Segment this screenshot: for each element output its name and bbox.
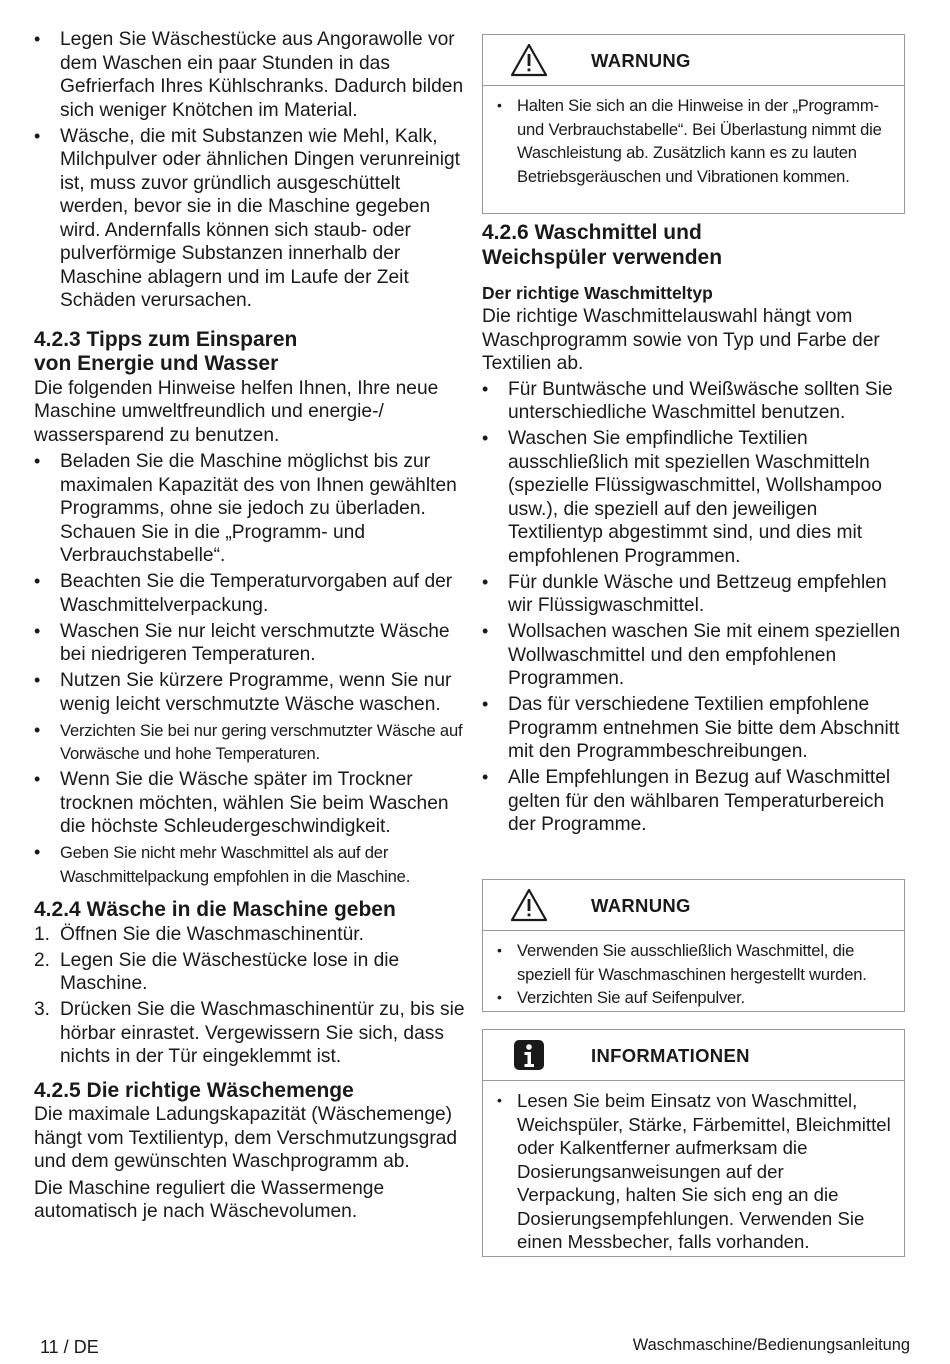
list-item: • Verzichten Sie bei nur gering verschmutzter Wäsche auf Vorwäsche und hohe Temperaturen. [34,719,466,766]
detergent-intro: Die richtige Waschmittelauswahl hängt vom Waschprogramm sowie von Typ und Farbe der Textilien ab. [482,306,880,374]
info-icon [509,1037,549,1073]
warning-bullet-list [497,94,892,188]
list-item: • Für Buntwäsche und Weißwäsche sollten Sie unterschiedliche Waschmittel benutzen. [482,378,910,425]
section-4-2-3-heading: 4.2.3 Tipps zum Einsparen von Energie und Wasser [34,327,298,375]
list-item: • Beachten Sie die Temperaturvorgaben auf der Waschmittelverpackung. [34,570,466,617]
warning-title: WARNUNG [591,50,691,71]
list-item: • Beladen Sie die Maschine möglichst bis zur maximalen Kapazität des von Ihnen gewählten Programms, ohne sie jedoch zu überladen. Schauen Sie in die „Programm- und Verbrauchstabelle“. [34,450,466,568]
list-item: • Legen Sie Wäschestücke aus Angorawolle vor dem Waschen ein paar Stunden in das Gefrierfach Ihres Kühlschranks. Dadurch bilden sich weniger Knötchen im Material. [34,28,466,122]
document-title: Waschmaschine/Bedienungsanleitung [632,1336,910,1354]
list-item: • Für dunkle Wäsche und Bettzeug empfehlen wir Flüssigwaschmittel. [482,571,910,618]
list-item: • Lesen Sie beim Einsatz von Waschmittel, Weichspüler, Stärke, Färbemittel, Bleichmittel oder Kalkentferner aufmerksam die Dosierungsanweisungen auf der Verpackung, halten Sie sich eng an die Dosierungsempfehlungen. Verwenden Sie einen Messbecher, falls vorhanden. [497,1089,892,1254]
detergent-type-subheading: Der richtige Waschmitteltyp [482,283,713,303]
list-item: • Wollsachen waschen Sie mit einem speziellen Wollwaschmittel und den empfohlenen Programmen. [482,620,910,691]
intro-bullet-list [34,28,466,313]
loading-steps-list [34,923,466,1069]
list-item: • Das für verschiedene Textilien empfohlene Programm entnehmen Sie bitte dem Abschnitt mit den Programmbeschreibungen. [482,693,910,764]
list-item: 3. Drücken Sie die Waschmaschinentür zu, bis sie hörbar einrastet. Vergewissern Sie sich, dass nichts in der Tür eingeklemmt ist. [34,999,465,1067]
page-number: 11 / DE [40,1337,99,1357]
left-column [34,28,466,1224]
list-item: • Wäsche, die mit Substanzen wie Mehl, Kalk, Milchpulver oder ähnlichen Dingen verunreinigt ist, muss zuvor gründlich ausgeschüttelt werden, bevor sie in die Maschine gegeben wird. Andernfalls können sich staub- oder pulverförmige Substanzen innerhalb der Maschine ablagern und im Laufe der Zeit Schäden verursachen. [34,125,466,313]
warning-box [482,879,905,1012]
list-item: • Waschen Sie nur leicht verschmutzte Wäsche bei niedrigeren Temperaturen. [34,620,466,667]
warning-triangle-icon [509,887,549,923]
warning-box [482,34,905,214]
section-4-2-4-heading: 4.2.4 Wäsche in die Maschine geben [34,898,396,921]
warning-triangle-icon [509,42,549,78]
list-item: 2. Legen Sie die Wäschestücke lose in die Maschine. [34,949,400,994]
list-item: • Verwenden Sie ausschließlich Waschmittel, die speziell für Waschmaschinen hergestellt wurden. [497,939,892,986]
warning-bullet-list [497,939,892,1010]
info-box [482,1029,905,1257]
section-4-2-3-intro: Die folgenden Hinweise helfen Ihnen, Ihre neue Maschine umweltfreundlich und energie-/ wassersparend zu benutzen. [34,377,439,446]
warning-box-header [483,880,904,931]
section-4-2-6-heading: 4.2.6 Waschmittel und Weichspüler verwenden [482,221,723,269]
section-4-2-5-para: Die Maschine reguliert die Wassermenge automatisch je nach Wäschevolumen. [34,1177,385,1222]
section-4-2-5-para: Die maximale Ladungskapazität (Wäschemenge) hängt vom Textilientyp, dem Verschmutzungsgrad und dem gewünschten Waschprogramm ab. [34,1104,458,1172]
section-4-2-5-heading: 4.2.5 Die richtige Wäschemenge [34,1078,354,1102]
warning-box-header [483,35,904,86]
detergent-tips-list [482,378,910,837]
info-bullet-list [497,1089,892,1254]
energy-tips-list [34,450,466,888]
right-column [482,221,910,839]
list-item: • Verzichten Sie auf Seifenpulver. [497,986,892,1010]
list-item: • Geben Sie nicht mehr Waschmittel als auf der Waschmittelpackung empfohlen in die Maschine. [34,841,466,888]
list-item: 1. Öffnen Sie die Waschmaschinentür. [34,923,364,945]
list-item: • Nutzen Sie kürzere Programme, wenn Sie nur wenig leicht verschmutzte Wäsche waschen. [34,669,466,716]
list-item: • Alle Empfehlungen in Bezug auf Waschmittel gelten für den wählbaren Temperaturbereich der Programme. [482,766,910,837]
warning-title: WARNUNG [591,895,691,916]
list-item: • Waschen Sie empfindliche Textilien ausschließlich mit speziellen Waschmitteln (spezielle Flüssigwaschmittel, Wollshampoo usw.), die speziell auf den jeweiligen Textilientyp abgestimmt sind, und dies mit empfohlenen Programmen. [482,427,910,568]
list-item: • Wenn Sie die Wäsche später im Trockner trocknen möchten, wählen Sie beim Waschen die höchste Schleudergeschwindigkeit. [34,768,466,839]
list-item: • Halten Sie sich an die Hinweise in der „Programm- und Verbrauchstabelle“. Bei Überlastung nimmt die Waschleistung ab. Zusätzlich kann es zu lauten Betriebsgeräuschen und Vibrationen kommen. [497,94,892,188]
info-title: INFORMATIONEN [591,1045,750,1066]
info-box-header [483,1030,904,1081]
